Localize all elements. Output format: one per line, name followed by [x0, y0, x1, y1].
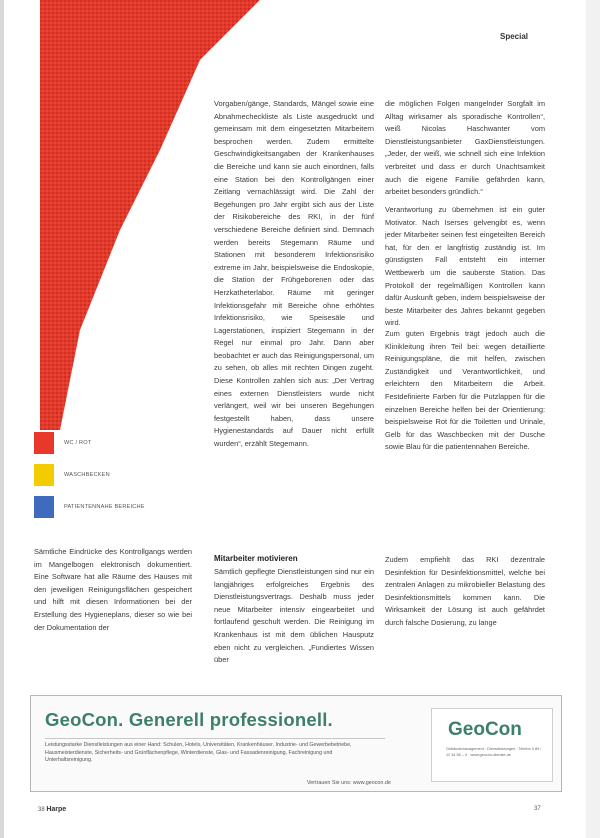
legend-label: PATIENTENNAHE BEREICHE: [64, 504, 145, 510]
legend-label: WC / ROT: [64, 440, 92, 446]
article-subhead: Mitarbeiter motivieren: [214, 554, 298, 563]
page-number-left: 38: [38, 807, 45, 813]
legend-item-blue: [34, 496, 234, 518]
legend-label: WASCHBECKEN: [64, 472, 110, 478]
ad-logo: [431, 708, 553, 782]
legend-swatch-yellow: [34, 464, 54, 486]
article-paragraph: Verantwortung zu übernehmen ist ein guter Motivator. Nach Iserses gelvengibt es, wenn jeder Mitarbeiter seinen fest eingeteilten Bereich hat, für den er langfristig zuständig ist. Im günstigsten Fall entsteht ein interner Wettbewerb um die sauberste Station. Das Protokoll der regelmäßigen Kontrollen kann dafür Auskunft geben, indem beispielsweise der beste Mitarbeiter des Jahres bekannt gegeben wird.: [385, 205, 545, 328]
scan-edge: [0, 0, 4, 838]
article-column-mid-bottom: [214, 566, 374, 667]
article-column-right-low: [385, 328, 545, 454]
ad-body: Leistungsstarke Dienstleistungen aus einer Hand: Schulen, Hotels, Universitäten, Krankenhäuser, Industrie- und Gewerbebetriebe, Hausmeisterdienste, Sicherheits- und Grünflächenpflege, Winterdienste, Glas- und Fassadenreinigung, Fachreinigung und Unterhaltsreinigung.: [45, 742, 352, 763]
ad-title: GeoCon. Generell professionell.: [45, 709, 333, 730]
article-column-left-bottom: [34, 546, 192, 634]
article-paragraph: Zum guten Ergebnis trägt jedoch auch die Klinikleitung ihren Teil bei: wegen detaillierte Reinigungspläne, die mit helfen, zwischen Zuständigkeit und Verantwortlichkeit, und erleichtern den Mitarbeitern die Arbeit. Festdefinierte Farben für die Putzlappen für die einzelnen Bereiche helfen bei der Orientierung: beispielsweise Rot für die Toiletten und Urinale, Gelb für das Waschbecken mit der Dusche sowie Blau für die patientennahen Bereiche.: [385, 329, 545, 452]
article-paragraph: die möglichen Folgen mangelnder Sorgfalt im Alltag wirksamer als sporadische Kontrollen“, weiß Nicolas Haschwanter vom Dienstleistungsanbieter GaxDienstleistungen. „Jeder, der weiß, wie schnell sich eine Infektion verbreitet und dass er durch Unachtsamkeit auch die eigene Familie gefährden kann, arbeitet besonders gründlich.“: [385, 99, 545, 197]
ad-logo-subtitle: Gebäudemanagement · Dienstleistungen · Telefon 0 89 / 12 34 56 – 0 · www.geocon-dienste.de: [446, 747, 542, 757]
article-paragraph: Zudem empfiehlt das RKI dezentrale Desinfektion für Desinfektionsmittel, welche bei zentralen Anlagen zu mikrobieller Belastung des Desinfektionsmittels kommen kann. Die Wirksamkeit der Lösung ist auch gefährdet durch falsche Dosierung, zu lange: [385, 555, 545, 627]
legend-swatch-blue: [34, 496, 54, 518]
article-column-right-top: [385, 98, 545, 199]
magazine-title: Harpe: [46, 806, 67, 813]
article-paragraph: Vorgaben/gänge, Standards, Mängel sowie eine Abnahmecheckliste als Liste ausgedruckt und gemeinsam mit dem eingesetzten Mitarbeitern besprochen werden. Zudem ermittelte Geschwindigkeitsangaben der Krankenhauses die Bereiche und kann sie auch einordnen, falls eine Station bei den Kontrollgängen einer Zeitlang vernachlässigt wird. Die Zahl der Begehungen pro Jahr ergibt sich aus der Liste der Risikobereiche des RKI, in der fünf verschiedene Bereiche definiert sind. Demnach werden bereits Stegemann Räume und Stationen mit besonderem Infektionsrisiko extreme im Jahr, beispielsweise die Endoskopie, die Station der Frühgeborenen oder das Herzkatheterlabor. Räume mit geringer Infektionsgefahr mit Bereiche ohne erhöhtes Infektionsrisiko, wie Speisesäle und Lagerstationen, inspiziert Stegemann in der Regel nur einmal pro Jahr. Dann aber beobachtet er auch das Reinigungspersonal, um zu sehen, ob alles mit rechten Dingen zugeht. Diese Kontrollen zahlen sich aus: „Der Vertrag eines externen Dienstleisters wurde nicht verlängert, weil wir bei unseren Begehungen festgestellt haben, dass unsere Hygienestandards auf Dauer nicht erfüllt wurden“, erzählt Stegemann.: [214, 99, 374, 449]
article-column-right-mid: [385, 204, 545, 330]
ad-logo-text: GeoCon: [448, 719, 522, 740]
legend-item-yellow: [34, 464, 234, 486]
section-label: Special: [500, 32, 529, 41]
page-number-right: 37: [534, 806, 541, 812]
article-column-right-bottom: [385, 554, 545, 630]
footer-left: [38, 806, 66, 813]
article-column-mid-top: [214, 98, 374, 451]
legend-item-red: [34, 432, 234, 454]
article-paragraph: Sämtliche Eindrücke des Kontrollgangs werden im Mangelbogen elektronisch dokumentiert. Eine Software hat alle Räume des Hauses mit den jeweiligen Reinigungsflächen gespeichert und hilft mit diesen Informationen bei der Erstellung des Hygieneplans, dieser so wie bei der Dokumentation der: [34, 547, 192, 632]
ad-contact[interactable]: Vertrauen Sie uns: www.geocon.de: [307, 780, 391, 786]
advertisement[interactable]: [30, 695, 562, 792]
article-paragraph: Sämtlich gepflegte Dienstleistungen sind nur ein langjähriges erfolgreiches Ergebnis des Dienstleistungsvertrags. Deshalb muss jeder neue Mitarbeiter intensiv eingearbeitet und fortlaufend geschult werden. Die Reinigung im Krankenhaus ist mit dem üblichen Hausputz eben nicht zu vergleichen. „Fundiertes Wissen über: [214, 567, 374, 665]
page-gutter: [586, 0, 600, 838]
legend-swatch-red: [34, 432, 54, 454]
ad-divider: [45, 738, 385, 739]
